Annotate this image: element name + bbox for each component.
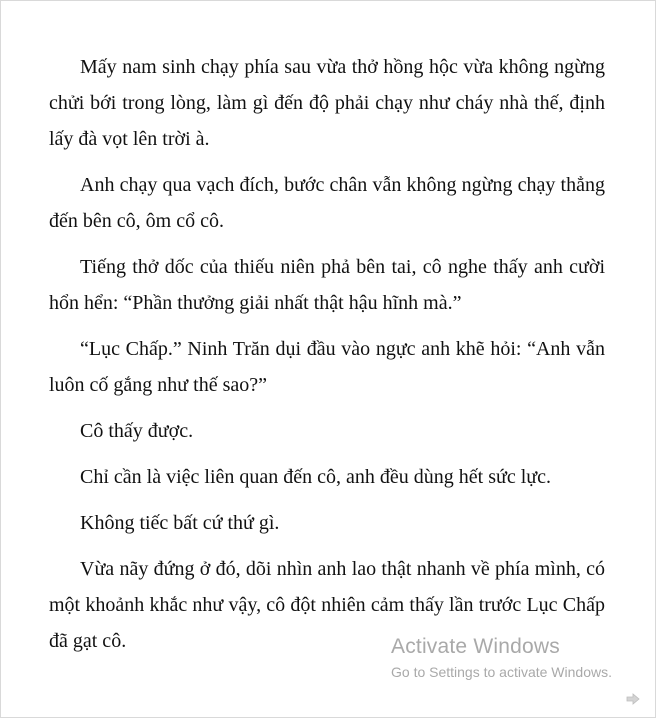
paragraph-8: Vừa nãy đứng ở đó, dõi nhìn anh lao thật nhanh về phía mình, có một khoảnh khắc như vậy, cô đột nhiên cảm thấy lần trước Lục Chấp đã gạt cô. [49, 558, 605, 652]
paragraph-7: Không tiếc bất cứ thứ gì. [80, 512, 280, 534]
watermark-subtitle: Go to Settings to activate Windows. [391, 664, 612, 680]
paragraph-2: Anh chạy qua vạch đích, bước chân vẫn không ngừng chạy thẳng đến bên cô, ôm cổ cô. [49, 174, 605, 232]
paragraph-3: Tiếng thở dốc của thiếu niên phả bên tai, cô nghe thấy anh cười hổn hển: “Phần thưởng giải nhất thật hậu hĩnh mà.” [49, 256, 605, 314]
watermark-title: Activate Windows [391, 635, 560, 658]
paragraph-6: Chỉ cần là việc liên quan đến cô, anh đều dùng hết sức lực. [80, 466, 551, 488]
arrow-right-icon [626, 693, 640, 705]
document-body [49, 49, 605, 669]
paragraph-1: Mấy nam sinh chạy phía sau vừa thở hồng hộc vừa không ngừng chửi bới trong lòng, làm gì đến độ phải chạy như cháy nhà thế, định lấy đà vọt lên trời à. [49, 56, 605, 150]
paragraph-5: Cô thấy được. [80, 420, 194, 442]
paragraph-4: “Lục Chấp.” Ninh Trăn dụi đầu vào ngực anh khẽ hỏi: “Anh vẫn luôn cố gắng như thế sao?” [49, 338, 605, 396]
activate-windows-watermark [391, 633, 612, 681]
